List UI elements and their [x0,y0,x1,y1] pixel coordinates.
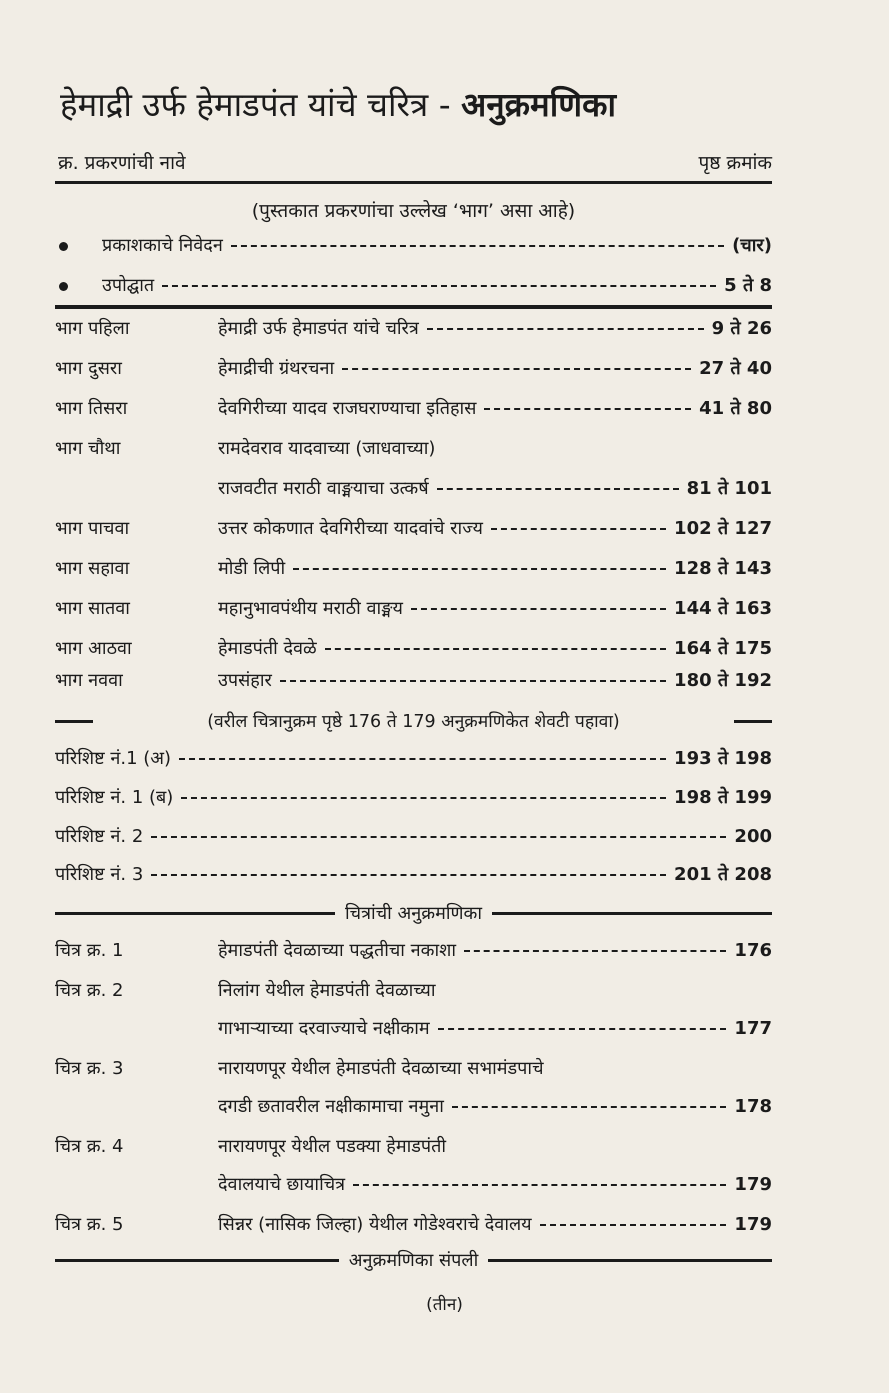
toc-row [55,934,772,968]
toc-entry-label: भाग तिसरा [55,398,128,419]
toc-entry-label: भाग नववा [55,670,123,691]
toc-entry-text: उत्तर कोकणात देवगिरीच्या यादवांचे राज्य [218,518,483,539]
bullet-icon [59,242,68,251]
dash-leader [231,245,724,247]
toc-entry-label: भाग पाचवा [55,518,130,539]
toc-row [55,352,772,386]
page-title [60,82,780,128]
toc-entry-text: नारायणपूर येथील पडक्या हेमाडपंती [218,1136,447,1157]
toc-entry-text: निलांग येथील हेमाडपंती देवळाच्या [218,980,436,1001]
toc-page-number: 200 [734,826,772,847]
dash-leader [491,528,666,530]
toc-entry-text: गाभाऱ्याच्या दरवाज्याचे नक्षीकाम [218,1018,430,1039]
toc-page-number: 193 ते 198 [674,748,772,769]
heading-rule-left [55,912,335,915]
toc-row [55,1208,772,1242]
toc-entry-text: नारायणपूर येथील हेमाडपंती देवळाच्या सभामंडपाचे [218,1058,544,1079]
dash-leader [280,680,666,682]
toc-entry-text: परिशिष्ट नं.1 (अ) [55,748,172,769]
toc-entry-text: उपोद्घात [102,275,155,296]
toc-entry-text: हेमाडपंती देवळाच्या पद्धतीचा नकाशा [218,940,457,961]
dash-leader [438,1028,727,1030]
toc-row [55,632,772,666]
toc-entry-text: परिशिष्ट नं. 3 [55,864,144,885]
toc-row [55,1052,772,1086]
dash-leader [151,836,726,838]
toc-row [55,820,772,854]
dash-leader [464,950,726,952]
dash-leader [353,1184,726,1186]
header-right: पृष्ठ क्रमांक [698,152,772,174]
toc-entry-text: उपसंहार [218,670,272,691]
dash-leader [411,608,666,610]
toc-page-number: (चार) [732,235,772,256]
end-heading-text: अनुक्रमणिका संपली [348,1250,479,1271]
note-rule-right [734,720,772,723]
dash-leader [162,285,716,287]
toc-page-number: 178 [734,1096,772,1117]
toc-entry-label: भाग आठवा [55,638,132,659]
toc-entry-text: रामदेवराव यादवाच्या (जाधवाच्या) [218,438,436,459]
dash-leader [179,758,666,760]
toc-entry-text: सिन्नर (नासिक जिल्हा) येथील गोडेश्वराचे देवालय [218,1214,532,1235]
header-left: क्र. प्रकरणांची नावे [58,152,186,174]
toc-entry-label: भाग दुसरा [55,358,122,379]
toc-row [55,552,772,586]
toc-entry-text: देवगिरीच्या यादव राजघराण्याचा इतिहास [218,398,477,419]
toc-row [55,229,772,263]
toc-row [55,781,772,815]
toc-row [55,974,772,1008]
dash-leader [293,568,666,570]
toc-entry-label: चित्र क्र. 1 [55,940,124,961]
toc-page-number: 179 [734,1214,772,1235]
toc-page-number: 201 ते 208 [674,864,772,885]
bullet-icon [59,282,68,291]
dash-leader [342,368,691,370]
dash-leader [181,797,666,799]
toc-entry-label: चित्र क्र. 2 [55,980,124,1001]
toc-page-number: 176 [734,940,772,961]
toc-page-number: 27 ते 40 [699,358,772,379]
toc-entry-text: महानुभावपंथीय मराठी वाङ्मय [218,598,403,619]
dash-leader [151,874,666,876]
section-rule [55,305,772,309]
toc-row [55,1012,772,1046]
figures-heading-text: चित्रांची अनुक्रमणिका [345,903,482,924]
toc-entry-text: हेमाडपंती देवळे [218,638,317,659]
toc-entry-label: भाग सातवा [55,598,130,619]
subtitle: (पुस्तकात प्रकरणांचा उल्लेख ‘भाग’ असा आहे) [251,200,576,222]
toc-row [55,858,772,892]
title-highlight: अनुक्रमणिका [461,85,617,124]
toc-page-number: 198 ते 199 [674,787,772,808]
toc-entry-text: हेमाद्री उर्फ हेमाडपंत यांचे चरित्र [218,318,419,339]
toc-entry-text: राजवटीत मराठी वाङ्मयाचा उत्कर्ष [218,478,429,499]
toc-page-number: 144 ते 163 [674,598,772,619]
toc-row [55,592,772,626]
toc-entry-text: हेमाद्रीची ग्रंथरचना [218,358,335,379]
toc-row [55,742,772,776]
toc-entry-text: परिशिष्ट नं. 1 (ब) [55,787,174,808]
toc-page-number: 102 ते 127 [674,518,772,539]
toc-page-number: 179 [734,1174,772,1195]
toc-row [55,392,772,426]
toc-entry-text: दगडी छतावरील नक्षीकामाचा नमुना [218,1096,444,1117]
dash-leader [325,648,666,650]
toc-row [55,1168,772,1202]
toc-page-number: 177 [734,1018,772,1039]
toc-entry-text: मोडी लिपी [218,558,286,579]
dash-leader [484,408,691,410]
toc-entry-label: भाग सहावा [55,558,130,579]
dash-leader [427,328,704,330]
heading-rule-right [492,912,772,915]
toc-page-number: 9 ते 26 [711,318,772,339]
header-rule [55,181,772,184]
toc-entry-text: देवालयाचे छायाचित्र [218,1174,346,1195]
toc-entry-label: भाग चौथा [55,438,121,459]
toc-entry-text: परिशिष्ट नं. 2 [55,826,144,847]
note-text: (वरील चित्रानुक्रम पृष्ठे 176 ते 179 अनुक्रमणिकेत शेवटी पहावा) [207,712,620,732]
figures-heading [55,898,772,928]
toc-row [55,312,772,346]
toc-page-number: 5 ते 8 [724,275,772,296]
dash-leader [540,1224,727,1226]
note-rule-left [55,720,93,723]
figures-note [55,706,772,736]
heading-rule-right [488,1259,772,1262]
toc-entry-label: चित्र क्र. 5 [55,1214,124,1235]
title-main: हेमाद्री उर्फ हेमाडपंत यांचे चरित्र - [60,85,451,124]
toc-row [55,1130,772,1164]
page-number: (तीन) [426,1295,463,1315]
toc-page-number: 164 ते 175 [674,638,772,659]
dash-leader [452,1106,727,1108]
toc-entry-label: चित्र क्र. 4 [55,1136,124,1157]
toc-entry-label: चित्र क्र. 3 [55,1058,124,1079]
toc-page-number: 41 ते 80 [699,398,772,419]
toc-row [55,1090,772,1124]
toc-page-number: 81 ते 101 [686,478,772,499]
toc-entry-label: भाग पहिला [55,318,130,339]
heading-rule-left [55,1259,339,1262]
toc-page-number: 180 ते 192 [674,670,772,691]
toc-row [55,269,772,303]
toc-row [55,432,772,466]
dash-leader [437,488,679,490]
toc-row [55,664,772,698]
end-heading [55,1245,772,1275]
toc-entry-text: प्रकाशकाचे निवेदन [102,235,223,256]
toc-row [55,472,772,506]
toc-page-number: 128 ते 143 [674,558,772,579]
toc-row [55,512,772,546]
